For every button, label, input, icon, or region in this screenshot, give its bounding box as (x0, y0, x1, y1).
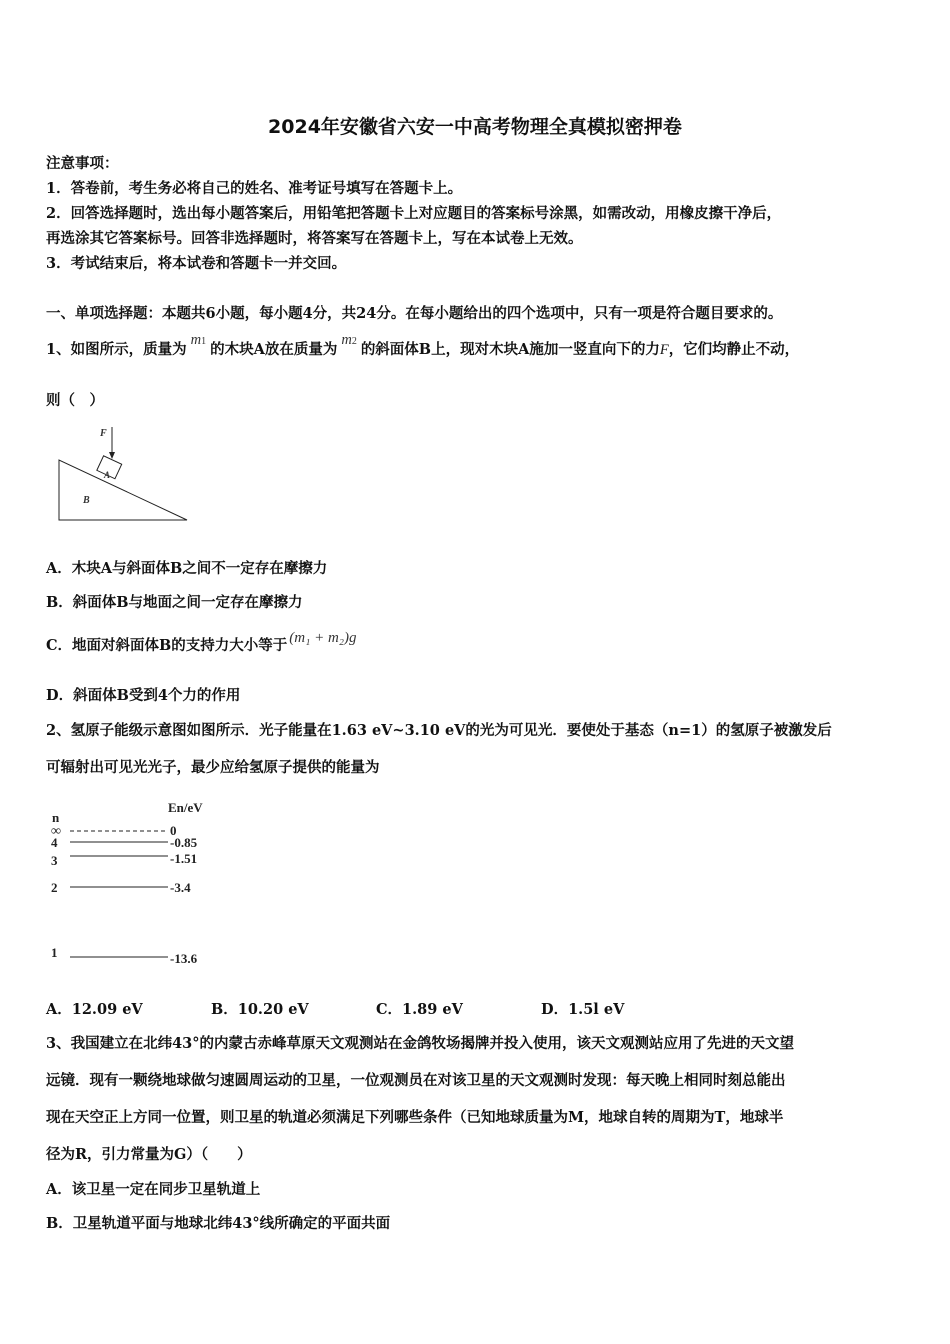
incline-b-shape (59, 460, 187, 520)
q2-option-b: B．10.20 eV (211, 1001, 309, 1018)
notice-heading: 注意事项： (46, 155, 119, 172)
q1-option-d: D．斜面体B受到4个力的作用 (46, 687, 241, 704)
q2-option-a: A．12.09 eV (46, 1001, 143, 1018)
q1-text-4: ，它们均静止不动， (668, 341, 800, 358)
q1-stem (46, 332, 800, 359)
level-n-3: 3 (51, 853, 58, 868)
level-n-4: 4 (51, 835, 58, 850)
notice-item-3: 3．考试结束后，将本试卷和答题卡一并交回。 (46, 255, 347, 272)
level-energy-inf: 0 (170, 823, 177, 838)
energy-level-diagram (40, 790, 240, 975)
energy-axis-label: En/eV (168, 800, 203, 815)
q2-option-d: D．1.5l eV (541, 1001, 625, 1018)
q1-m2: m2 (341, 332, 357, 348)
q2-option-c: C．1.89 eV (376, 1001, 463, 1018)
level-energy-1: -13.6 (170, 951, 198, 966)
level-n-2: 2 (51, 880, 58, 895)
notice-item-2: 2．回答选择题时，选出每小题答案后，用铅笔把答题卡上对应题目的答案标号涂黑，如需改动，用橡皮擦干净后， (46, 205, 782, 222)
q1-incline-figure (50, 420, 200, 530)
q1-option-c-text: C．地面对斜面体B的支持力大小等于 (46, 637, 288, 654)
q1-text-3: 的斜面体B上，现对木块A施加一竖直向下的力 (360, 341, 660, 358)
q2-stem: 2、氢原子能级示意图如图所示．光子能量在1.63 eV~3.10 eV的光为可见光．要使处于基态（n=1）的氢原子被激发后 (46, 722, 832, 739)
level-n-inf: ∞ (51, 824, 61, 839)
notice-item-1: 1．答卷前，考生务必将自己的姓名、准考证号填写在答题卡上。 (46, 180, 463, 197)
level-energy-3: -1.51 (170, 851, 198, 866)
q3-stem-2: 远镜．现有一颗绕地球做匀速圆周运动的卫星，一位观测员在对该卫星的天文观测时发现：每天晚上相同时刻总能出 (46, 1072, 786, 1089)
force-arrow-head (109, 452, 115, 459)
q1-text-1: 1、如图所示，质量为 (46, 341, 187, 358)
q3-stem-3: 现在天空正上方同一位置，则卫星的轨道必须满足下列哪些条件（已知地球质量为M，地球自转的周期为T，地球半 (46, 1109, 784, 1126)
q3-stem-4: 径为R，引力常量为G）（ ） (46, 1146, 252, 1163)
q1-force: F (659, 342, 669, 358)
q1-stem-cont: 则（ ） (46, 392, 104, 409)
level-energy-4: -0.85 (170, 835, 198, 850)
q1-option-c (46, 630, 357, 655)
q1-m1: m1 (190, 332, 207, 348)
q3-option-a: A．该卫星一定在同步卫星轨道上 (46, 1181, 261, 1198)
level-n-1: 1 (51, 945, 58, 960)
n-axis-label: n (52, 810, 60, 825)
q3-stem-1: 3、我国建立在北纬43°的内蒙古赤峰草原天文观测站在金鸽牧场揭牌并投入使用，该天文观测站应用了先进的天文望 (46, 1035, 795, 1052)
q2-stem-cont: 可辐射出可见光光子，最少应给氢原子提供的能量为 (46, 759, 380, 776)
page-title: 2024年安徽省六安一中高考物理全真模拟密押卷 (268, 116, 682, 138)
q1-text-2: 的木块A放在质量为 (210, 341, 338, 358)
q1-option-c-formula: (m₁ + m₂)g (289, 630, 357, 646)
q1-option-a: A．木块A与斜面体B之间不一定存在摩擦力 (46, 560, 328, 577)
fig-label-a: A (104, 470, 111, 480)
q1-option-b: B．斜面体B与地面之间一定存在摩擦力 (46, 594, 303, 611)
fig-label-b: B (83, 495, 90, 506)
q3-option-b: B．卫星轨道平面与地球北纬43°线所确定的平面共面 (46, 1215, 391, 1232)
notice-item-2-cont: 再选涂其它答案标号。回答非选择题时，将答案写在答题卡上，写在本试卷上无效。 (46, 230, 583, 247)
fig-label-f: F (100, 428, 107, 439)
level-energy-2: -3.4 (170, 880, 191, 895)
section-heading: 一、单项选择题：本题共6小题，每小题4分，共24分。在每小题给出的四个选项中，只有一项是符合题目要求的。 (46, 305, 783, 322)
